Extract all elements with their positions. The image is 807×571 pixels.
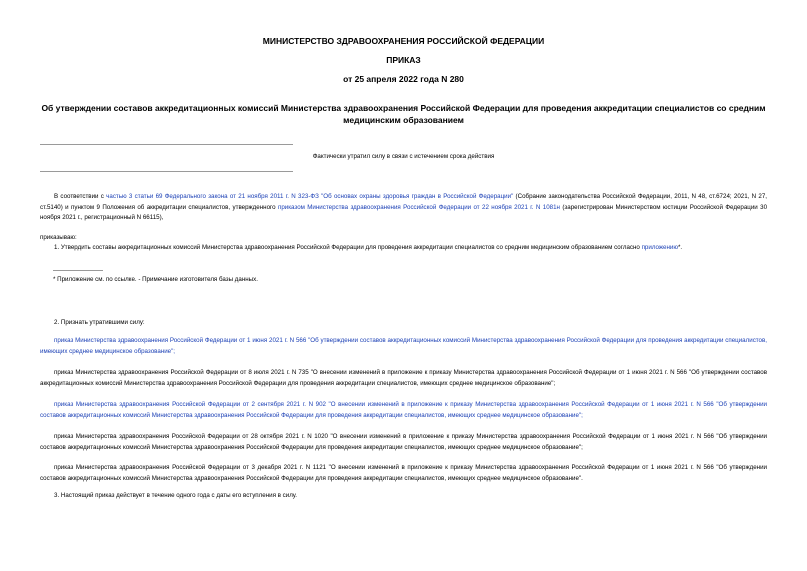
order-word: приказываю:: [40, 234, 77, 241]
ministry-heading: МИНИСТЕРСТВО ЗДРАВООХРАНЕНИЯ РОССИЙСКОЙ ФЕДЕРАЦИИ: [262, 36, 545, 46]
repealed-order-566-link[interactable]: приказ Министерства здравоохранения Российской Федерации от 1 июня 2021 г. N 566 "Об утверждении составов аккредитационных комиссий Министерства здравоохранения Российской Федерации для проведения аккредитации специалистов, имеющих среднее медицинское образование";: [40, 337, 767, 355]
repealed-order-902-link[interactable]: приказ Министерства здравоохранения Российской Федерации от 2 сентября 2021 г. N 902 "О внесении изменений в приложение к приказу Министерства здравоохранения Российской Федерации от 1 июня 2021 г. N 566 "Об утверждении составов аккредитационных комиссий Министерства здравоохранения Российской Федерации для проведения аккредитации специалистов, имеющих среднее медицинское образование";: [40, 401, 767, 419]
preamble-text-1: В соответствии с: [54, 193, 107, 200]
repealed-order-1020: приказ Министерства здравоохранения Российской Федерации от 28 октября 2021 г. N 1020 "О внесении изменений в приложение к приказу Министерства здравоохранения Российской Федерации от 1 июня 2021 г. N 566 "Об утверждении составов аккредитационных комиссий Министерства здравоохранения Российской Федерации для проведения аккредитации специалистов, имеющих среднее медицинское образование";: [40, 433, 767, 451]
item-1-paragraph: [40, 243, 767, 254]
footnote: * Приложение см. по ссылке. - Примечание изготовителя базы данных.: [53, 276, 258, 283]
preamble-paragraph: [40, 192, 767, 224]
repealed-order-1121: приказ Министерства здравоохранения Российской Федерации от 3 декабря 2021 г. N 1121 "О внесении изменений в приложение к приказу Министерства здравоохранения Российской Федерации от 1 июня 2021 г. N 566 "Об утверждении составов аккредитационных комиссий Министерства здравоохранения Российской Федерации для проведения аккредитации специалистов, имеющих среднее медицинское образование".: [40, 464, 767, 482]
status-rule-bottom: [40, 171, 293, 172]
repealed-order-735: приказ Министерства здравоохранения Российской Федерации от 8 июля 2021 г. N 735 "О внесении изменений в приложение к приказу Министерства здравоохранения Российской Федерации от 1 июня 2021 г. N 566 "Об утверждении составов аккредитационных комиссий Министерства здравоохранения Российской Федерации для проведения аккредитации специалистов, имеющих среднее медицинское образование";: [40, 369, 767, 387]
preamble-text-3: (зарегистрирован Министерством юстиции Российской Федерации 30 ноября 2021 г., регистрационный N 66115),: [40, 203, 768, 221]
item-3-paragraph: 3. Настоящий приказ действует в течение одного года с даты его вступления в силу.: [54, 492, 297, 499]
document-title: Об утверждении составов аккредитационных комиссий Министерства здравоохранения Российской Федерации для проведения аккредитации специалистов со средним медицинским образованием: [41, 103, 766, 125]
appendix-link[interactable]: приложению: [641, 244, 678, 251]
footnote-rule: [53, 270, 103, 271]
date-number-heading: от 25 апреля 2022 года N 280: [343, 74, 464, 84]
item-1-tail: *.: [677, 244, 683, 251]
order-1081n-link[interactable]: приказом Министерства здравоохранения Российской Федерации от 22 ноября 2021 г. N 1081н: [277, 203, 560, 211]
item-2-heading: 2. Признать утратившими силу:: [54, 319, 145, 326]
preamble-text-2: (Собрание законодательства Российской Федерации, 2011, N 48, ст.6724; 2021, N 27, ст.5140) и пунктом 9 Положения об аккредитации специалистов, утвержденного: [40, 193, 767, 211]
status-note: Фактически утратил силу в связи с истечением срока действия: [312, 153, 495, 160]
item-1-text: 1. Утвердить составы аккредитационных комиссий Министерства здравоохранения Российской Федерации для проведения аккредитации специалистов со средним медицинским образованием согласно: [54, 244, 642, 251]
doc-type-heading: ПРИКАЗ: [386, 55, 421, 65]
status-rule-top: [40, 144, 293, 145]
federal-law-link[interactable]: частью 3 статьи 69 Федерального закона от 21 ноября 2011 г. N 323-ФЗ "Об основах охраны здоровья граждан в Российской Федерации": [106, 193, 514, 200]
